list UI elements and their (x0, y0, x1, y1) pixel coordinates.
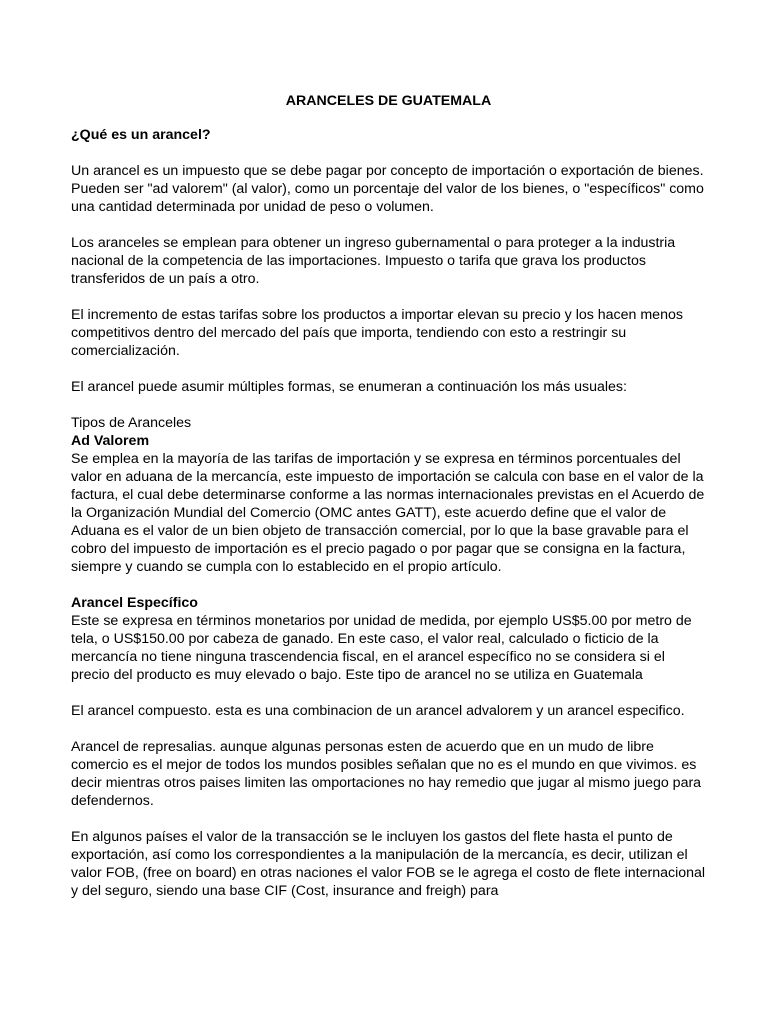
ad-valorem-heading: Ad Valorem (71, 433, 150, 449)
paragraph-increment: El incremento de estas tarifas sobre los productos a importar elevan su precio y los hacen menos competitivos dentro del mercado del país que importa, tendiendo con esto a restringir su comercialización. (71, 307, 683, 359)
compuesto-text: El arancel compuesto. esta es una combinacion de un arancel advalorem y un arancel especifico. (71, 703, 685, 719)
question-heading: ¿Qué es un arancel? (71, 127, 211, 143)
document-title: ARANCELES DE GUATEMALA (285, 93, 492, 109)
represalias-text: Arancel de represalias. aunque algunas personas esten de acuerdo que en un mudo de libre comercio es el mejor de todos los mundos posibles señalan que no es el mundo en que vivimos. es decir mientras otros paises limiten las omportaciones no hay remedio que jugar al mismo juego para defendernos. (71, 739, 702, 809)
especifico-heading: Arancel Específico (71, 595, 198, 611)
paragraph-definition: Un arancel es un impuesto que se debe pagar por concepto de importación o exportación de bienes. Pueden ser "ad valorem" (al valor), como un porcentaje del valor de los bienes, o "específicos" como una cantidad determinada por unidad de peso o volumen. (71, 163, 704, 215)
ad-valorem-text: Se emplea en la mayoría de las tarifas de importación y se expresa en términos porcentuales del valor en aduana de la mercancía, este impuesto de importación se calcula con base en el valor de la factura, el cual debe determinarse conforme a las normas internacionales previstas en el Acuerdo de la Organización Mundial del Comercio (OMC antes GATT), este acuerdo define que el valor de Aduana es el valor de un bien objeto de transacción comercial, por lo que la base gravable para el cobro del impuesto de importación es el precio pagado o por pagar que se consigna en la factura, siempre y cuando se cumpla con lo establecido en el propio artículo. (71, 451, 705, 575)
tipos-label: Tipos de Aranceles (71, 415, 192, 431)
paragraph-purpose: Los aranceles se emplean para obtener un ingreso gubernamental o para proteger a la industria nacional de la competencia de las importaciones. Impuesto o tarifa que grava los productos transferidos de un país a otro. (71, 235, 676, 287)
paragraph-forms: El arancel puede asumir múltiples formas, se enumeran a continuación los más usuales: (71, 379, 627, 395)
transaccion-text: En algunos países el valor de la transacción se le incluyen los gastos del flete hasta el punto de exportación, así como los correspondientes a la manipulación de la mercancía, es decir, utilizan el valor FOB, (free on board) en otras naciones el valor FOB se le agrega el costo de flete internacional y del seguro, siendo una base CIF (Cost, insurance and freigh) para (71, 829, 706, 899)
especifico-text: Este se expresa en términos monetarios por unidad de medida, por ejemplo US$5.00 por metro de tela, o US$150.00 por cabeza de ganado. En este caso, el valor real, calculado o ficticio de la mercancía no tiene ninguna trascendencia fiscal, en el arancel específico no se considera si el precio del producto es muy elevado o bajo. Este tipo de arancel no se utiliza en Guatemala (71, 613, 692, 683)
